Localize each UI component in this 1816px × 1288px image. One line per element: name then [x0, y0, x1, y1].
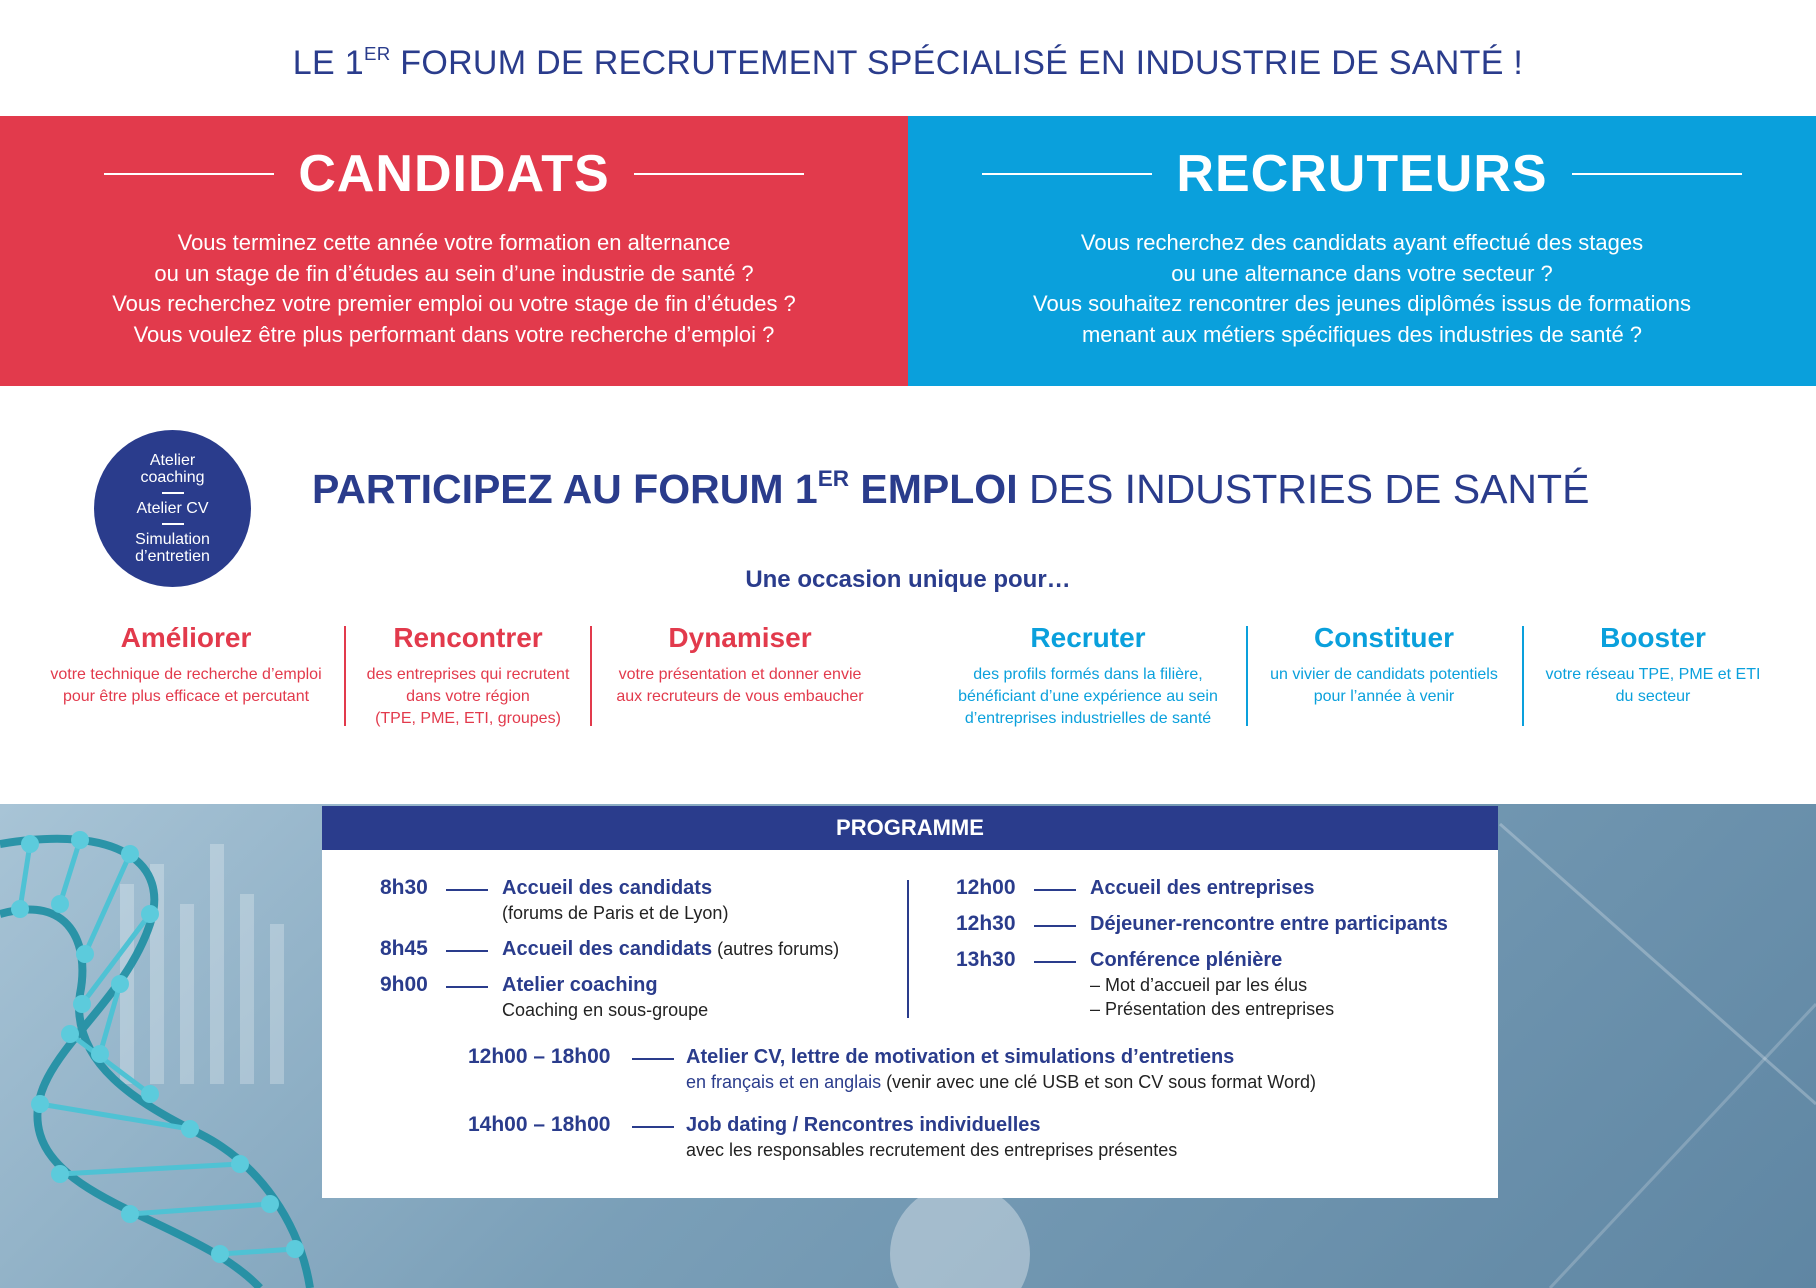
event-detail: – Mot d’accueil par les élus: [1090, 975, 1308, 995]
time-label: 12h00: [956, 876, 1016, 899]
benefit-divider: [1522, 626, 1524, 726]
time-label: 12h00 – 18h00: [468, 1045, 611, 1068]
candidats-title: CANDIDATS: [298, 145, 610, 203]
benefit-divider: [344, 626, 346, 726]
workshop-badge: Atelier coaching Atelier CV Simulation d’entretien: [94, 430, 251, 587]
programme-divider: [907, 880, 909, 1018]
time-dash: [1034, 889, 1076, 891]
time-label: 12h30: [956, 912, 1016, 935]
time-label: 13h30: [956, 948, 1016, 971]
event-title: Atelier coaching: [502, 974, 658, 996]
benefit-divider: [1246, 626, 1248, 726]
occasion-subtitle: Une occasion unique pour…: [745, 566, 1071, 593]
event-title: Job dating / Rencontres individuelles: [686, 1114, 1041, 1136]
title-rule-right: [634, 173, 804, 175]
recruteurs-text: Vous recherchez des candidats ayant effectué des stages ou une alternance dans votre secteur ? Vous souhaitez rencontrer des jeunes diplômés issus de formations menant aux métiers spécifiques des industries de santé ?: [1033, 230, 1691, 347]
forum-title: PARTICIPEZ AU FORUM 1ER EMPLOI DES INDUSTRIES DE SANTÉ: [312, 466, 1590, 512]
recruteurs-panel: [908, 116, 1816, 386]
time-dash: [632, 1126, 674, 1128]
event-title: Conférence plénière: [1090, 949, 1283, 971]
time-dash: [1034, 925, 1076, 927]
recruteurs-title: RECRUTEURS: [1176, 145, 1548, 203]
benefit-dynamiser: Dynamiser votre présentation et donner envie aux recruteurs de vous embaucher: [616, 622, 864, 705]
time-dash: [632, 1058, 674, 1060]
benefit-booster: Booster votre réseau TPE, PME et ETI du secteur: [1545, 622, 1761, 705]
title-rule-left: [104, 173, 274, 175]
event-detail: (forums de Paris et de Lyon): [502, 903, 729, 923]
event-detail: en français et en anglais (venir avec une clé USB et son CV sous format Word): [686, 1072, 1316, 1092]
benefit-ameliorer: Améliorer votre technique de recherche d’emploi pour être plus efficace et percutant: [50, 622, 322, 705]
title-rule-left: [982, 173, 1152, 175]
page-title: LE 1ER FORUM DE RECRUTEMENT SPÉCIALISÉ EN INDUSTRIE DE SANTÉ !: [292, 42, 1524, 82]
benefit-recruter: Recruter des profils formés dans la filière, bénéficiant d’une expérience au sein d’entreprises industrielles de santé: [958, 622, 1218, 727]
title-rule-right: [1572, 173, 1742, 175]
badge-separator: [162, 492, 184, 494]
benefit-rencontrer: Rencontrer des entreprises qui recrutent dans votre région (TPE, PME, ETI, groupes): [366, 622, 570, 727]
candidats-panel: [0, 116, 908, 386]
time-label: 9h00: [380, 973, 428, 996]
badge-separator: [162, 523, 184, 525]
event-detail: avec les responsables recrutement des entreprises présentes: [686, 1140, 1178, 1160]
event-title: Accueil des entreprises: [1090, 877, 1315, 899]
time-dash: [1034, 961, 1076, 963]
event-title: Accueil des candidats (autres forums): [502, 938, 840, 960]
programme-header: PROGRAMME: [322, 806, 1498, 850]
event-title: Déjeuner-rencontre entre participants: [1090, 913, 1448, 935]
time-dash: [446, 889, 488, 891]
event-detail: Coaching en sous-groupe: [502, 1000, 709, 1020]
time-dash: [446, 986, 488, 988]
benefit-constituer: Constituer un vivier de candidats potentiels pour l’année à venir: [1270, 622, 1498, 705]
event-detail: – Présentation des entreprises: [1090, 999, 1335, 1019]
benefit-divider: [590, 626, 592, 726]
event-title: Accueil des candidats: [502, 877, 713, 899]
candidats-text: Vous terminez cette année votre formation en alternance ou un stage de fin d’études au sein d’une industrie de santé ? Vous recherchez votre premier emploi ou votre stage de fin d’études ? Vous voulez être plus performant dans votre recherche d’emploi ?: [112, 230, 796, 347]
time-label: 8h45: [380, 937, 428, 960]
time-label: 14h00 – 18h00: [468, 1113, 611, 1136]
time-dash: [446, 950, 488, 952]
event-title: Atelier CV, lettre de motivation et simulations d’entretiens: [686, 1046, 1235, 1068]
time-label: 8h30: [380, 876, 428, 899]
